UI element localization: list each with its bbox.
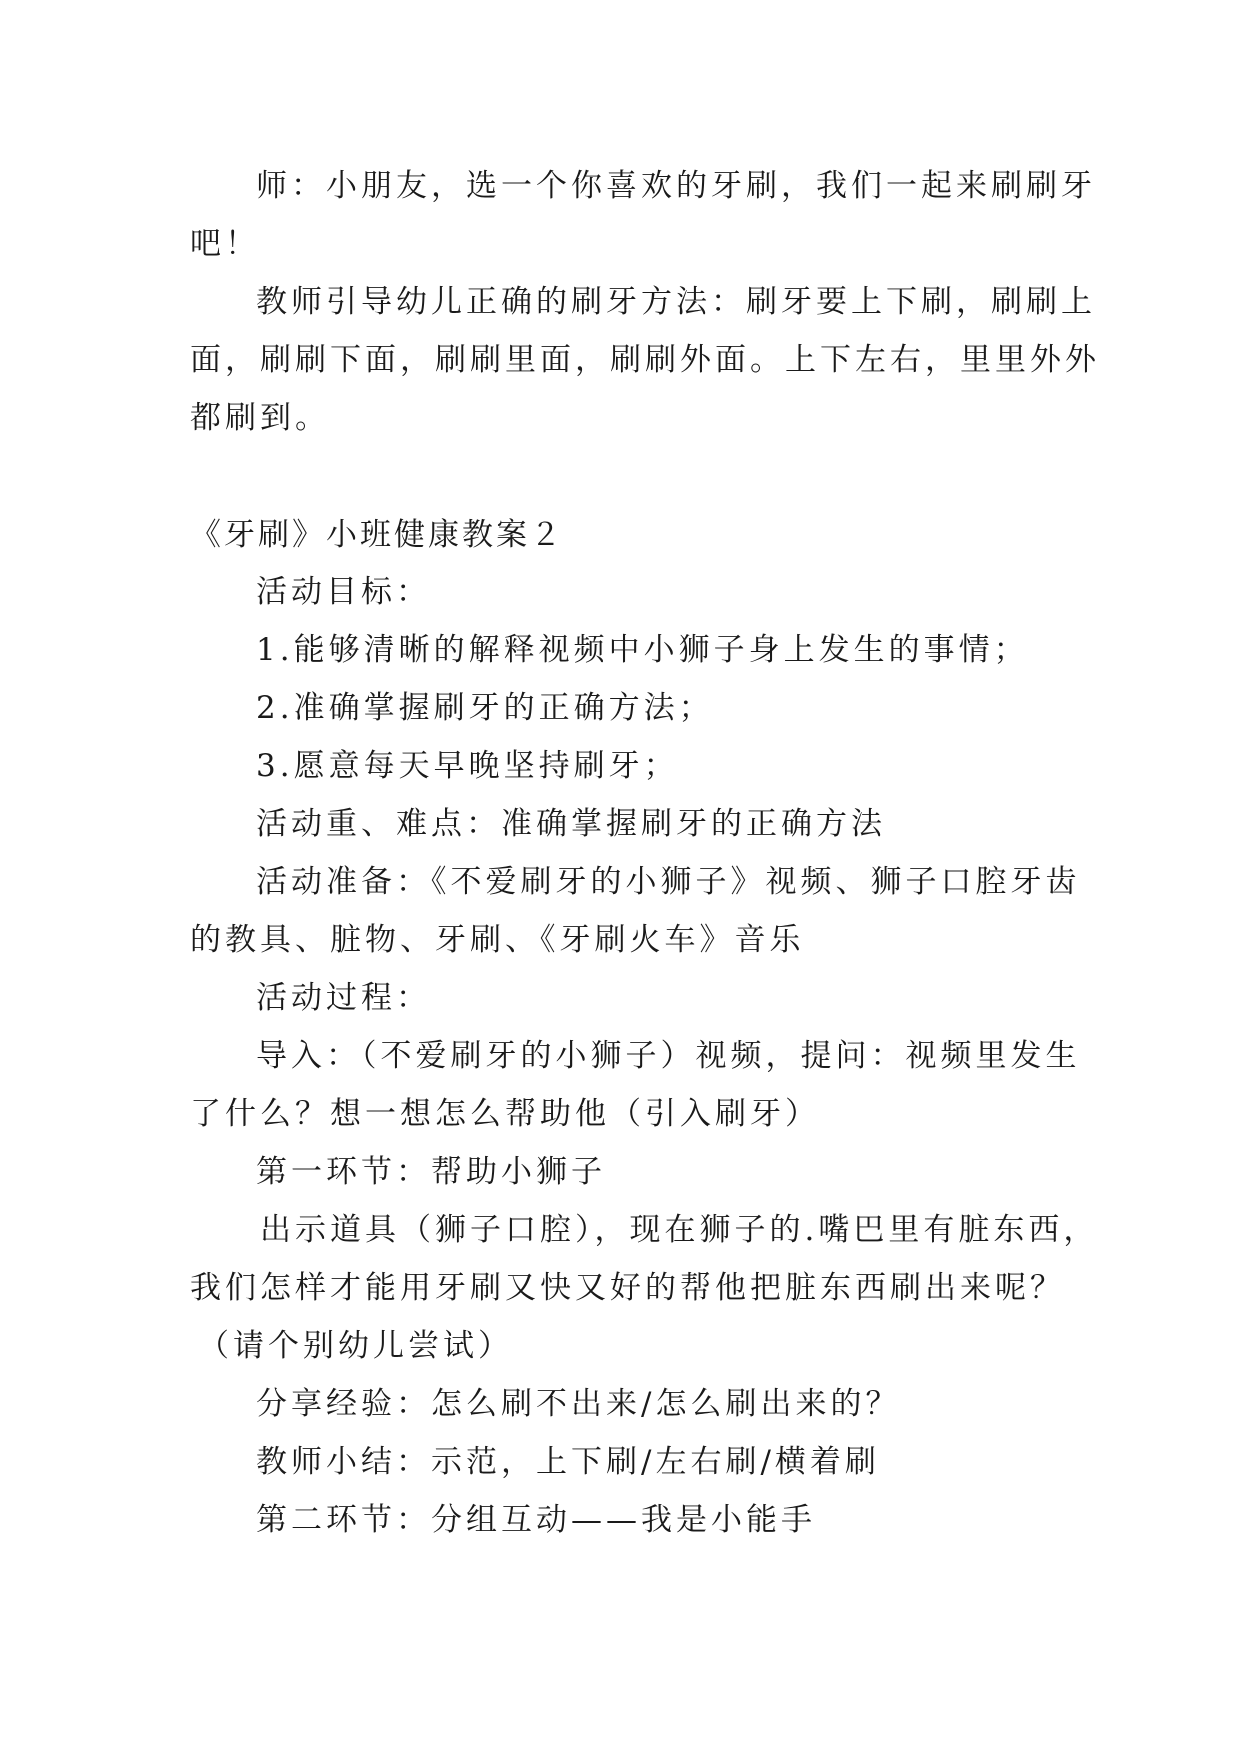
paragraph-line: 面，刷刷下面，刷刷里面，刷刷外面。上下左右，里里外外 <box>190 342 1100 378</box>
paragraph-line: 导入：（不爱刷牙的小狮子）视频，提问：视频里发生 <box>256 1038 1081 1074</box>
paragraph-line: 教师小结：示范，上下刷/左右刷/横着刷 <box>256 1444 880 1480</box>
paragraph-line: 我们怎样才能用牙刷又快又好的帮他把脏东西刷出来呢？ <box>190 1270 1065 1306</box>
paragraph-line: 都刷到。 <box>190 400 330 436</box>
section-heading: 《牙刷》小班健康教案２ <box>190 517 564 553</box>
paragraph-line: （请个别幼儿尝试） <box>198 1328 513 1364</box>
paragraph-line: 教师引导幼儿正确的刷牙方法：刷牙要上下刷，刷刷上 <box>256 284 1096 320</box>
paragraph-line: 活动目标： <box>256 574 431 610</box>
paragraph-line: 吧！ <box>190 226 260 262</box>
paragraph-line: 活动过程： <box>256 980 431 1016</box>
list-item: 2.准确掌握刷牙的正确方法； <box>256 690 714 726</box>
paragraph-line: 第一环节：帮助小狮子 <box>256 1154 606 1190</box>
list-item: 1.能够清晰的解释视频中小狮子身上发生的事情； <box>256 632 1029 668</box>
paragraph-line: 师：小朋友，选一个你喜欢的牙刷，我们一起来刷刷牙 <box>256 168 1096 204</box>
paragraph-line: 的教具、脏物、牙刷、《牙刷火车》音乐 <box>190 922 805 958</box>
paragraph-line: 活动重、难点：准确掌握刷牙的正确方法 <box>256 806 886 842</box>
paragraph-line: 分享经验：怎么刷不出来/怎么刷出来的？ <box>256 1386 901 1422</box>
paragraph-line: 出示道具（狮子口腔），现在狮子的.嘴巴里有脏东西， <box>260 1212 1099 1248</box>
paragraph-line: 了什么？想一想怎么帮助他（引入刷牙） <box>190 1096 820 1132</box>
paragraph-line: 活动准备：《不爱刷牙的小狮子》视频、狮子口腔牙齿 <box>256 864 1081 900</box>
list-item: 3.愿意每天早晚坚持刷牙； <box>256 748 679 784</box>
paragraph-line: 第二环节：分组互动——我是小能手 <box>256 1502 816 1538</box>
